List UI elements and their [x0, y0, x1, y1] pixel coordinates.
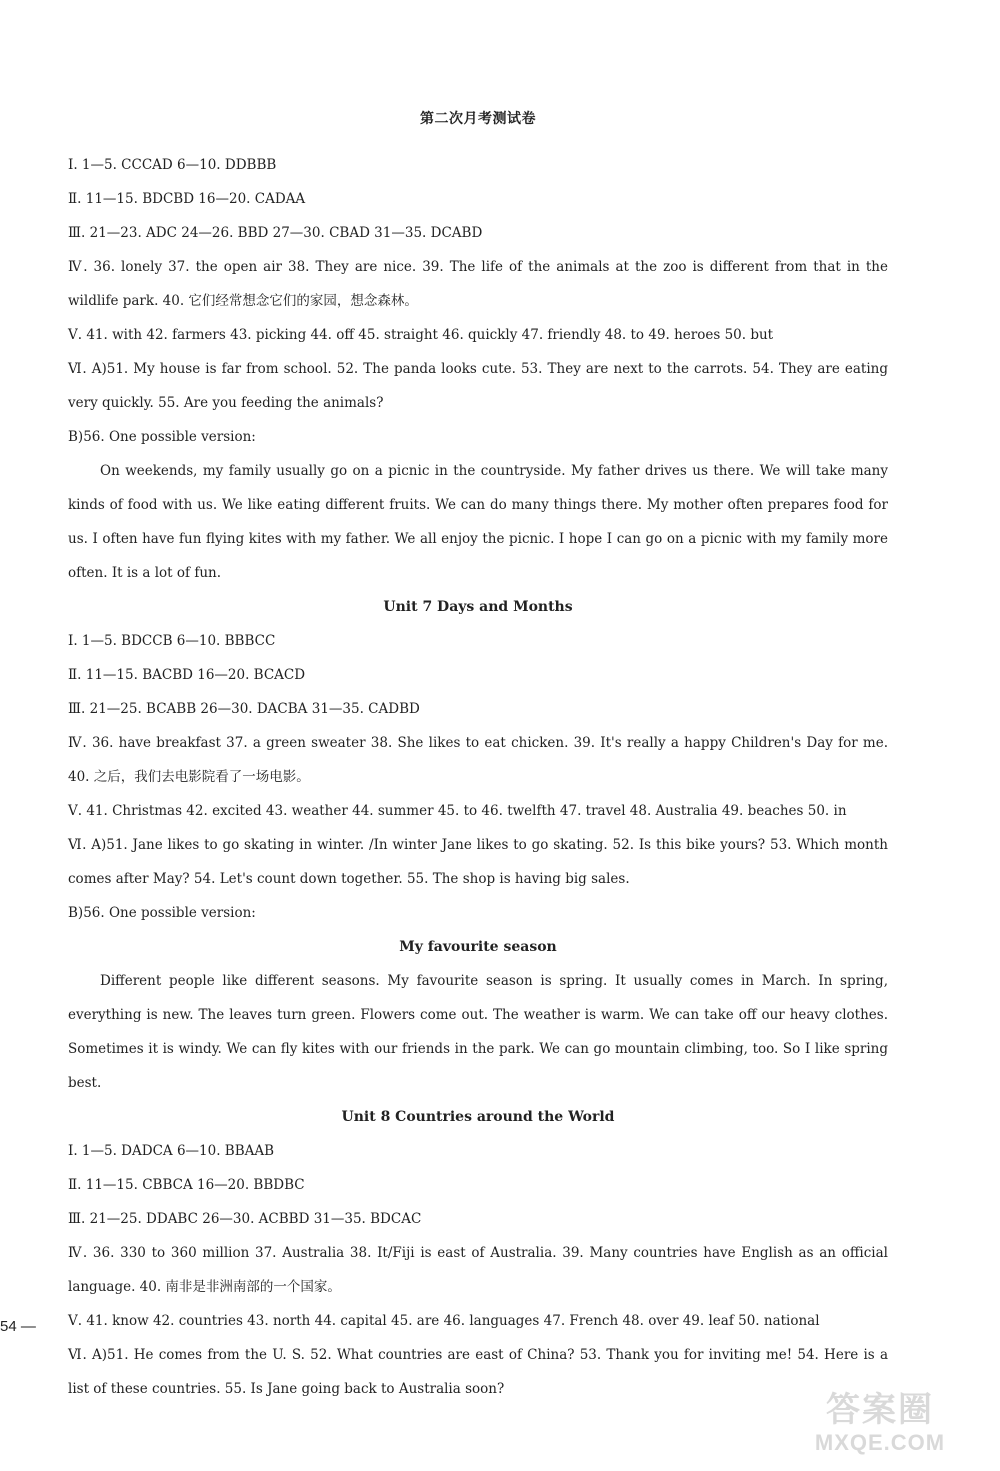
unit7-section-vi-b: B)56. One possible version: [68, 905, 256, 921]
unit7-section-iv: Ⅳ. 36. have breakfast 37. a green sweater 38. She likes to eat chicken. 39. It's really a happy Children's Day for me. 40. 之后，我们去电影院看了一场电影。 [68, 735, 888, 785]
unit7-section-ii: Ⅱ. 11—15. BACBD 16—20. BCACD [68, 667, 306, 683]
unit7-section-iii: Ⅲ. 21—25. BCABB 26—30. DACBA 31—35. CADBD [68, 701, 420, 717]
unit7-essay-title: My favourite season [399, 939, 557, 955]
unit7-section-v: Ⅴ. 41. Christmas 42. excited 43. weather 44. summer 45. to 46. twelfth 47. travel 48. Australia 49. beaches 50. in [68, 803, 847, 819]
unit7-title: Unit 7 Days and Months [383, 599, 573, 615]
page-number: 54 — [0, 1318, 36, 1335]
exam2-section-v: Ⅴ. 41. with 42. farmers 43. picking 44. off 45. straight 46. quickly 47. friendly 48. to 49. heroes 50. but [68, 327, 774, 343]
exam2-section-iii: Ⅲ. 21—23. ADC 24—26. BBD 27—30. CBAD 31—35. DCABD [68, 225, 483, 241]
unit7-essay: Different people like different seasons. My favourite season is spring. It usually comes in March. In spring, everything is new. The leaves turn green. Flowers come out. The weather is warm. We can take off our heavy clothes. Sometimes it is windy. We can fly kites with our friends in the park. We can go mountain climbing, too. So I like spring best. [68, 973, 888, 1091]
unit7-section-vi-a: Ⅵ. A)51. Jane likes to go skating in winter. /In winter Jane likes to go skating. 52. Is this bike yours? 53. Which month comes after May? 54. Let's count down together. 55. The shop is having big sales. [68, 837, 888, 887]
answer-page [68, 108, 888, 1406]
unit8-section-vi-a: Ⅵ. A)51. He comes from the U. S. 52. What countries are east of China? 53. Thank you for inviting me! 54. Here is a list of these countries. 55. Is Jane going back to Australia soon? [68, 1347, 888, 1397]
unit7-section-i: Ⅰ. 1—5. BDCCB 6—10. BBBCC [68, 633, 276, 649]
watermark-text-top: 答案圈 [826, 1391, 934, 1429]
watermark-logo [790, 1390, 970, 1460]
exam2-section-iv: Ⅳ. 36. lonely 37. the open air 38. They are nice. 39. The life of the animals at the zoo is different from that in the wildlife park. 40. 它们经常想念它们的家园，想念森林。 [68, 259, 888, 309]
unit8-section-ii: Ⅱ. 11—15. CBBCA 16—20. BBDBC [68, 1177, 305, 1193]
page-title: 第二次月考测试卷 [420, 111, 536, 127]
unit8-section-iv: Ⅳ. 36. 330 to 360 million 37. Australia 38. It/Fiji is east of Australia. 39. Many countries have English as an official language. 40. 南非是非洲南部的一个国家。 [68, 1245, 888, 1295]
unit8-section-iii: Ⅲ. 21—25. DDABC 26—30. ACBBD 31—35. BDCAC [68, 1211, 422, 1227]
exam2-section-i: Ⅰ. 1—5. CCCAD 6—10. DDBBB [68, 157, 277, 173]
exam2-section-ii: Ⅱ. 11—15. BDCBD 16—20. CADAA [68, 191, 306, 207]
watermark-text-bottom: MXQE.COM [814, 1430, 946, 1455]
exam2-section-vi-b: B)56. One possible version: [68, 429, 256, 445]
unit8-section-v: Ⅴ. 41. know 42. countries 43. north 44. capital 45. are 46. languages 47. French 48. over 49. leaf 50. national [68, 1313, 820, 1329]
unit8-section-i: Ⅰ. 1—5. DADCA 6—10. BBAAB [68, 1143, 275, 1159]
exam2-section-vi-a: Ⅵ. A)51. My house is far from school. 52. The panda looks cute. 53. They are next to the carrots. 54. They are eating very quickly. 55. Are you feeding the animals? [68, 361, 888, 411]
exam2-essay: On weekends, my family usually go on a picnic in the countryside. My father drives us there. We will take many kinds of food with us. We like eating different fruits. We can do many things there. My mother often prepares food for us. I often have fun flying kites with my father. We all enjoy the picnic. I hope I can go on a picnic with my family more often. It is a lot of fun. [68, 463, 888, 581]
unit8-title: Unit 8 Countries around the World [341, 1109, 615, 1125]
